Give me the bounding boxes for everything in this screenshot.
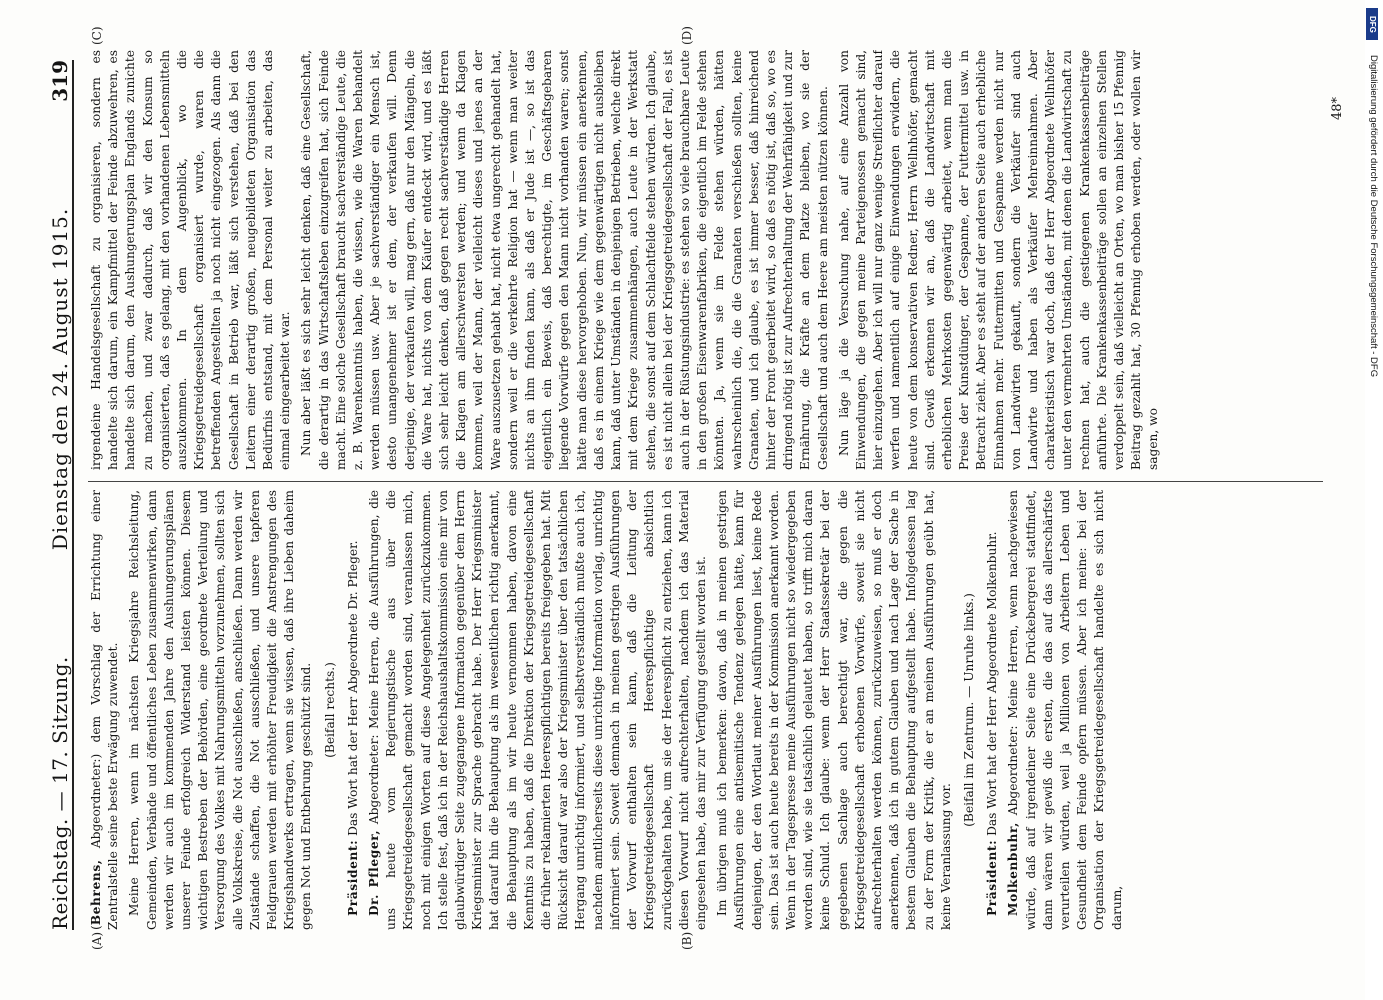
page-number: 319 bbox=[48, 60, 72, 102]
page-header bbox=[42, 60, 74, 930]
speaker-name: Präsident: bbox=[345, 839, 360, 916]
paragraph: Nun aber läßt es sich sehr leicht denken, daß eine Gesellschaft, die derartig in das Wirtschaftsleben einzugreifen hat, sich Feinde macht. Eine solche Gesellschaft braucht sachverständige Leute, die z. B. Warenkenntnis haben, die wissen, wie die Waren behandelt werden müssen usw. Aber je sachverständiger ein Mensch ist, desto unangenehmer ist er dem, der verkaufen will. Denn derjenige, der verkaufen will, mag gern, daß nur den Mängeln, die die Ware hat, nichts von dem Käufer entdeckt wird, und es läßt sich sehr leicht denken, daß gegen recht sachverständige Herren die Klagen am allerschwersten werden; und wenn da Klagen kommen, weil der Mann, der vielleicht dieses und jenes an der Ware auszusetzen gehabt hat, nicht etwa ungerecht gehandelt hat, sondern weil er die verkehrte Religion hat — wenn man weiter nichts an ihm finden kann, als daß er Jude ist —, so ist das eigentlich ein Beweis, daß berechtigte, im Geschäftsgebaren liegende Vorwürfe gegen den Mann nicht vorhanden waren; sonst hätte man diese hervorgehoben. Nun, wir müssen ein anerkennen, daß es in einem Kriege wie dem gegenwärtigen nicht ausbleiben kann, daß unter Umständen in denjenigen Betrieben, welche direkt mit dem Kriege zusammenhängen, auch Leute in der Werkstatt stehen, die sonst auf dem Schlachtfelde stehen würden. Ich glaube, es ist nicht allein bei der Kriegsgetreidegesellschaft der Fall, es ist auch in der Rüstungsindustrie: es stehen so viele brauchbare Leute in den großen Eisenwarenfabriken, die eigentlich im Felde stehen könnten. Ja, wenn sie im Felde stehen würden, hätten wahrscheinlich die, die die Granaten verschießen sollten, keine Granaten, und ich glaube, es ist immer besser, daß hinreichend hinter der Front gearbeitet wird, so daß es nötig ist, daß so, wo es dringend nötig ist zur Aufrechterhaltung der Wehrfähigkeit und zur Ernährung, die Kräfte an dem Platze bleiben, wo sie der Gesellschaft und auch dem Heere am meisten nützen können. bbox=[299, 50, 830, 470]
right-column bbox=[88, 50, 1323, 470]
paragraph-text: Das Wort hat der Herr Abgeordnete Dr. Pfleger. bbox=[345, 540, 360, 836]
paragraph: Nun läge ja die Versuchung nahe, auf eine Anzahl von Einwendungen, die gegen meine Parteigenossen gemacht sind, hier einzugehen. Aber ich will nur ganz wenige Streiflichter darauf werfen und namentlich auf einige Einwendungen erwidern, die heute von dem konservativen Redner, Herrn Wellnhöfer, gemacht sind. Gewiß erkennen wir an, daß die Landwirtschaft mit erheblichen Mehrkosten gegenwärtig arbeitet, wenn man die Preise der Kunstdünger, der Gespanne, der Futtermittel usw. in Betracht zieht. Aber es steht auf der anderen Seite auch erhebliche Einnahmen mehr. Futtermitten und Gespanne werden nicht nur von Landwirten gekauft, sondern die Verkäufer sind auch Landwirte und haben als Verkäufer Mehreinnahmen. Aber charakteristisch war doch, daß der Herr Abgeordnete Wellnhöfer unter den vermehrten Umständen, mit denen die Landwirtschaft zu rechnen hat, auch die gestiegenen Krankenkassenbeiträge anführte. Die Krankenkassenbeiträge sollen an einzelnen Stellen verdoppelt sein, daß vielleicht an Orten, wo man bisher 15 Pfennig Beitrag gezahlt hat, 30 Pfennig erhoben werden, oder wollen wir sagen, wo bbox=[836, 50, 1161, 470]
speaker-name: Dr. Pfleger, bbox=[367, 829, 382, 916]
paragraph-text: Abgeordneter: Meine Herren, wenn nachgewiesen würde, daß auf irgendeiner Seite eine Drückebergerei stattfindet, dann wären wir gewiß die ersten, die das auf das allerschärfste verurteilen würden, weil ja Millionen von Arbeitern Leben und Gesundheit dem Feinde opfern müssen. Aber ich meine: bei der Organisation der Kriegsgetreidegesellschaft handelte es sich nicht darum, bbox=[1006, 490, 1124, 930]
margin-mark-a: (A) bbox=[90, 931, 104, 950]
speaker-name: Behrens, bbox=[89, 859, 103, 926]
margin-mark-c: (C) bbox=[90, 26, 104, 45]
left-column bbox=[88, 490, 1323, 930]
paragraph-text: Das Wort hat der Herr Abgeordnete Molkenbuhr. bbox=[985, 531, 1000, 836]
paragraph bbox=[366, 490, 710, 930]
paragraph bbox=[345, 490, 362, 930]
digitisation-note: Digitalisierung gefördert durch die Deutsche Forschungsgemeinschaft - DFG bbox=[1368, 55, 1379, 378]
header-left: Reichstag. — 17. Sitzung. bbox=[48, 656, 72, 930]
applause-note: (Beifall rechts.) bbox=[322, 662, 337, 758]
speaker-role: Abgeordneter:) bbox=[89, 753, 103, 849]
speaker-name: Molkenbuhr, bbox=[1006, 822, 1021, 916]
paragraph bbox=[984, 490, 1001, 930]
column-divider bbox=[88, 481, 1323, 482]
header-date: Dienstag den 24. August 1915. bbox=[48, 207, 72, 551]
paragraph: irgendeine Handelsgesellschaft zu organisieren, sondern es handelte sich darum, ein Kampfmittel der Feinde abzuwehren, es handelte sich darum, den Aushungerungsplan Englands zunichte zu machen, und zwar dadurch, daß wir den Konsum so organisierten, daß es gelang, mit den vorhandenen Lebensmitteln auszukommen. In dem Augenblick, wo die Kriegsgetreidegesellschaft organisiert wurde, waren die betreffenden Angestellten ja noch nicht eingezogen. Als dann die Gesellschaft in Betrieb war, läßt sich verstehen, daß bei den Leitern einer derartig großen, neugebildeten Organisation das Bedürfnis entstand, mit dem Personal weiter zu arbeiten, das einmal eingearbeitet war. bbox=[89, 50, 293, 470]
paragraph-text: Abgeordneter: Meine Herren, die Ausführungen, die uns heute vom Regierungstische aus über die Kriegsgetreidegesellschaft gemacht worden sind, veranlassen mich, noch mit einigen Worten auf diese Angelegenheit zurückzukommen. Ich stelle fest, daß ich in der Reichshaushaltskommission eine mir von glaubwürdiger Seite zugegangene Information gegenüber dem Herrn Kriegsminister zur Sprache gebracht habe. Der Herr Kriegsminister hat darauf hin die Behauptung als im wesentlichen richtig anerkannt, die Behauptung als im wir heute vernommen haben, davon eine Kenntnis zu haben, daß die Direktion der Kriegsgetreidegesellschaft die früher reklamierten Heerespflichtigen bereits freigegeben hat. Mit Rücksicht darauf war also der Kriegsminister über den tatsächlichen Hergang unrichtig informiert, und selbstverständlich mußte auch ich, nachdem amtlicherseits diese unrichtige Information vorlag, unrichtig informiert sein. Soweit demnach in meinen gestrigen Ausführungen der Vorwurf enthalten sein kann, daß die Leitung der Kriegsgetreidegesellschaft Heerespflichtige absichtlich zurückgehalten habe, um sie der Heerespflicht zu entziehen, kann ich diesen Vorwurf nicht aufrechterhalten, nachdem ich das Material eingesehen habe, das mir zur Verfügung gestellt worden ist. bbox=[367, 490, 708, 930]
margin-mark-b: (B) bbox=[680, 931, 694, 950]
paragraph: (Behrens, Abgeordneter:) dem Vorschlag der Errichtung einer Zentralstelle seine beste Erwägung zuwendet. bbox=[89, 490, 121, 930]
paragraph: Meine Herren, wenn im nächsten Kriegsjahre Reichsleitung, Gemeinden, Verbände und öffentliches Leben zusammenwirken, dann werden wir auch im kommenden Jahre den Aushungerungsplänen unserer Feinde erfolgreich Widerstand leisten können. Diesem wichtigen Bestreben der Behörden, eine geordnete Verteilung und Versorgung des Volkes mit Nahrungsmitteln vorzunehmen, sollten sich alle Volkskreise, die Not ausschließen, anschließen. Dann werden wir Zustände schaffen, die Not ausschließen, und unsere tapferen Feldgrauen werden mit erhöhter Freudigkeit die Anstrengungen des Kriegshandwerks ertragen, wenn sie wissen, daß ihre Lieben daheim gegen Not und Entbehrung geschützt sind. bbox=[127, 490, 314, 930]
paragraph: Im übrigen muß ich bemerken: davon, daß in meinen gestrigen Ausführungen eine antisemitische Tendenz gelegen hätte, kann für denjenigen, der den Wortlaut meiner Ausführungen liest, keine Rede sein. Das ist auch heute bereits in der Kommission anerkannt worden. Wenn in der Tagespresse meine Ausführungen nicht so wiedergegeben worden sind, wie sie tatsächlich gelautet haben, so trifft mich daran keine Schuld. Ich glaube: wenn der Herr Staatssekretär bei der gegebenen Sachlage auch berechtigt war, die gegen die Kriegsgetreidegesellschaft erhobenen Vorwürfe, soweit sie nicht aufrechterhalten werden können, zurückzuweisen, so muß er doch anerkennen, daß ich in gutem Glauben und nach Lage der Sache in bestem Glauben die Behauptung aufgestellt habe. Infolgedessen lag zu der Form der Kritik, die er an meinen Ausführungen geübt hat, keine Veranlassung vor. bbox=[715, 490, 953, 930]
paragraph bbox=[1005, 490, 1125, 930]
dfg-logo: DFG bbox=[1366, 8, 1378, 40]
margin-mark-d: (D) bbox=[680, 26, 694, 45]
footer-sheet-number: 48* bbox=[1330, 96, 1345, 120]
reaction-note: (Beifall im Zentrum. — Unruhe links.) bbox=[961, 593, 976, 827]
paragraph-text: dem Vorschlag der Errichtung einer Zentralstelle seine beste Erwägung zuwendet. bbox=[89, 490, 121, 930]
speaker-name: Präsident: bbox=[985, 839, 1000, 916]
